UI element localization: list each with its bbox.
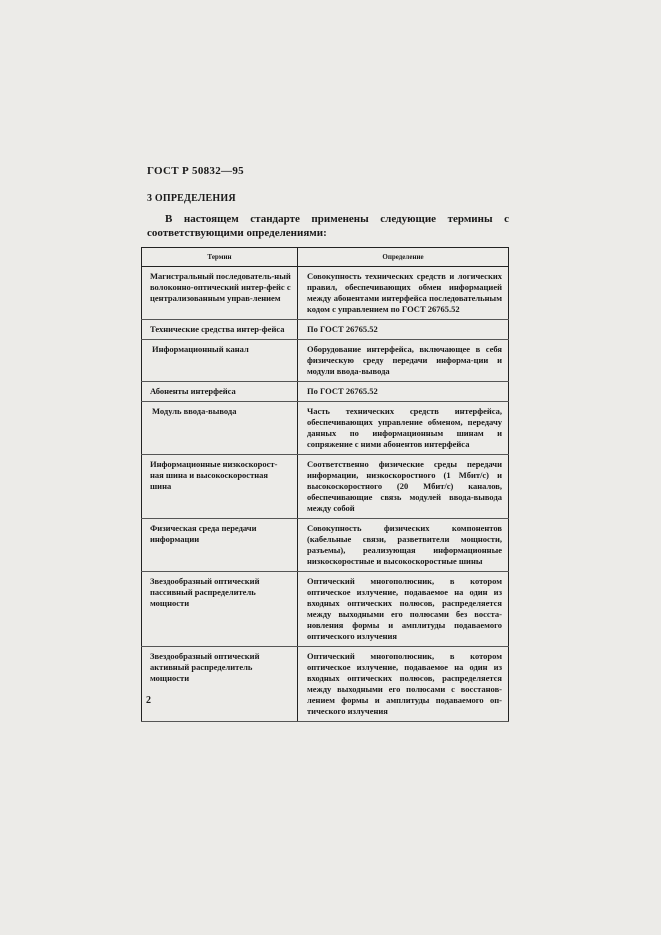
definition-cell: Оптический многополюсник, в котором оптическое излучение, подаваемое на один из входных оптических полюсов, распределяется между выходными его полюсами с восстанов-лением формы и амплитуды подаваемого оп-тического излучения [298, 647, 509, 722]
term-cell: Информационный канал [142, 340, 298, 382]
definition-cell: Совокупность физических компонентов (кабельные связи, разветвители мощности, разъемы), реализующая информационные низкоскоростные и высокоскоростные шины [298, 519, 509, 572]
term-cell: Звездообразный оптический пассивный распределитель мощности [142, 572, 298, 647]
table-row [142, 519, 509, 572]
intro-line-1: В настоящем стандарте применены следующие термины с [165, 213, 509, 225]
table-row [142, 572, 509, 647]
term-cell: Информационные низкоскорост-ная шина и высокоскоростная шина [142, 455, 298, 519]
table-row [142, 647, 509, 722]
term-cell: Звездообразный оптический активный распределитель мощности [142, 647, 298, 722]
term-cell: Физическая среда передачи информации [142, 519, 298, 572]
term-cell: Абоненты интерфейса [142, 382, 298, 402]
definition-cell: По ГОСТ 26765.52 [298, 382, 509, 402]
definition-cell: Оптический многополюсник, в котором оптическое излучение, подаваемое на один из входных оптических полюсов, распределяется между выходными его полюсами без восста-новления формы и амплитуды подаваемого оптического излучения [298, 572, 509, 647]
definition-cell: По ГОСТ 26765.52 [298, 320, 509, 340]
term-cell: Технические средства интер-фейса [142, 320, 298, 340]
definition-cell: Оборудование интерфейса, включающее в себя физическую среду передачи информа-ции и модули ввода-вывода [298, 340, 509, 382]
section-title: 3 ОПРЕДЕЛЕНИЯ [147, 193, 236, 204]
term-cell: Модуль ввода-вывода [142, 402, 298, 455]
term-cell: Магистральный последователь-ный волоконно-оптический интер-фейс с централизованным управ-лением [142, 267, 298, 320]
document-header: ГОСТ Р 50832—95 [147, 165, 244, 177]
table-row [142, 267, 509, 320]
table-row [142, 340, 509, 382]
table-header-row [142, 248, 509, 267]
table-row [142, 382, 509, 402]
intro-line-2: соответствующими определениями: [147, 227, 327, 239]
intro-paragraph [147, 212, 509, 240]
definition-cell: Соответственно физические среды передачи информации, низкоскоростного (1 Мбит/с) и высокоскоростного (20 Мбит/с) каналов, обеспечивающие связь модулей ввода-вывода между собой [298, 455, 509, 519]
column-header-term: Термин [142, 248, 298, 267]
table-row [142, 455, 509, 519]
table-row [142, 402, 509, 455]
page-number: 2 [146, 695, 151, 706]
definitions-table [141, 247, 509, 722]
column-header-definition: Определение [298, 248, 509, 267]
definition-cell: Совокупность технических средств и логических правил, обеспечивающих обмен информацией между абонентами интерфейса последовательным кодом с управлением по ГОСТ 26765.52 [298, 267, 509, 320]
definition-cell: Часть технических средств интерфейса, обеспечивающих управление обменом, передачу данных по информационным шинам и сопряжение с ними абонентов интерфейса [298, 402, 509, 455]
table-row [142, 320, 509, 340]
